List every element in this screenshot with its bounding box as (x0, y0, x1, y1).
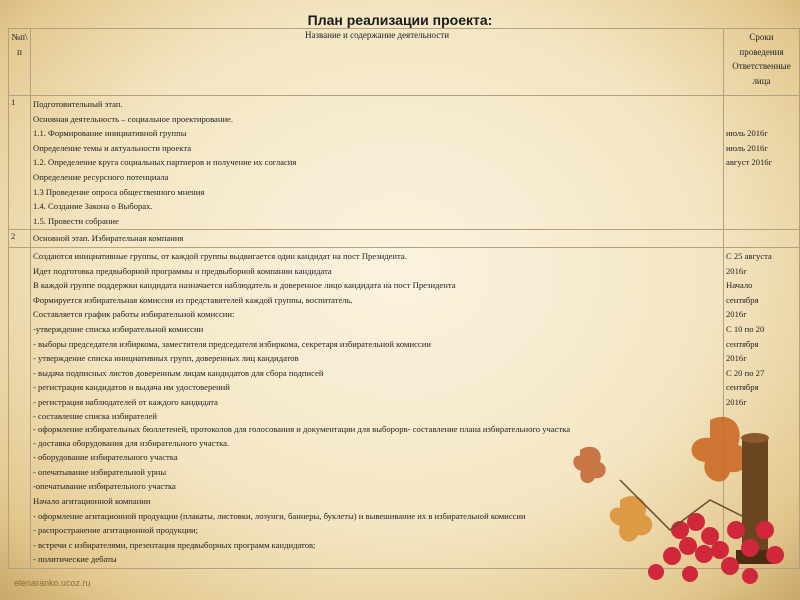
footer-site-link[interactable]: elenaranko.ucoz.ru (14, 578, 91, 588)
row-num (9, 247, 31, 568)
row-content (31, 230, 724, 248)
row-dates: С 25 августа 2016г Начало сентября 2016г С 10 по 20 сентября 2016г С 20 по 27 сентября 2016г (724, 247, 800, 568)
row-line: В каждой группе поддержки кандидата назначается наблюдатель и доверенное лицо кандидата на пост Президента (33, 280, 456, 291)
row-line: Основной этап. Избирательная компания (33, 233, 184, 244)
row-line: - распространение агитационной продукции; (33, 525, 199, 536)
row-line: - составление списка избирателей (33, 411, 157, 422)
row-line: - оформление агитационной продукции (плакаты, листовки, лозунги, баннеры, буклеты) и вывешивание их в избирательной комиссии (33, 510, 526, 521)
row-line: - выборы председателя избиркома, заместителя председателя избиркома, секретаря избирательной комиссии (33, 338, 431, 349)
row-line: Идет подготовка предвыборной программы и предвыборной компании кандидата (33, 265, 332, 276)
row-line: Подготовительный этап. (33, 99, 123, 109)
row-line: Формируется избирательная комиссия из представителей каждой группы, воспитатель. (33, 294, 353, 305)
row-line: Основная деятельность – социальное проектирование. (33, 113, 234, 124)
table-row (9, 247, 800, 568)
row-line: 1.5. Провести собрание (33, 215, 119, 226)
row-line: - политические дебаты (33, 554, 117, 565)
row-line: 1.3 Проведение опроса общественного мнения (33, 186, 205, 197)
row-dates: июль 2016г июль 2016г август 2016г (724, 96, 800, 230)
row-line: -опечатывание избирательного участка (33, 481, 176, 492)
row-line: Определение ресурсного потенциала (33, 171, 169, 182)
header-num: №п\ п (9, 29, 31, 96)
row-line: Определение темы и актуальности проекта (33, 142, 192, 153)
row-line: -утверждение списка избирательной комиссии (33, 323, 204, 334)
table-row (9, 230, 800, 248)
row-line: 1.2. Определение круга социальных партнеров и получение их согласия (33, 157, 297, 168)
row-line: - утверждение списка инициативных групп, доверенных лиц кандидатов (33, 353, 299, 364)
row-dates (724, 230, 800, 248)
row-line: Начало агитационной компании (33, 495, 151, 506)
header-dates: Сроки проведения Ответственные лица (724, 29, 800, 96)
page-title: План реализации проекта: (307, 12, 493, 28)
row-line: - встречи с избирателями, презентация предвыборных программ кандидатов; (33, 539, 316, 550)
row-line: 1.1. Формирование инициативной группы (33, 128, 187, 139)
row-line: - регистрация кандидатов и выдача им удостоверений (33, 382, 230, 393)
table-header-row (9, 29, 800, 96)
row-line: - доставка оборудования для избирательного участка. (33, 437, 230, 448)
row-line: - оформление избирательных бюллетеней, протоколов для голосования и документации для выборорв- составление плана избирательного участка (33, 424, 571, 435)
row-line: Создаются инициативные группы, от каждой группы выдвигается один кандидат на пост Президента. (33, 250, 407, 261)
header-name: Название и содержание деятельности (31, 29, 724, 96)
row-num: 1 (9, 96, 31, 230)
row-line: - регистрация наблюдателей от каждого кандидата (33, 396, 218, 407)
table-row (9, 96, 800, 230)
row-line: 1.4. Создание Закона о Выборах. (33, 201, 153, 212)
row-line: - оборудование избирательного участка (33, 452, 178, 463)
row-num: 2 (9, 230, 31, 248)
row-content (31, 247, 724, 568)
row-line: - опечатывание избирательной урны (33, 466, 167, 477)
row-content (31, 96, 724, 230)
row-line: Составляется график работы избирательной комиссии: (33, 309, 235, 320)
plan-table (8, 28, 800, 569)
row-line: - выдача подписных листов доверенным лицам кандидатов для сбора подписей (33, 367, 324, 378)
